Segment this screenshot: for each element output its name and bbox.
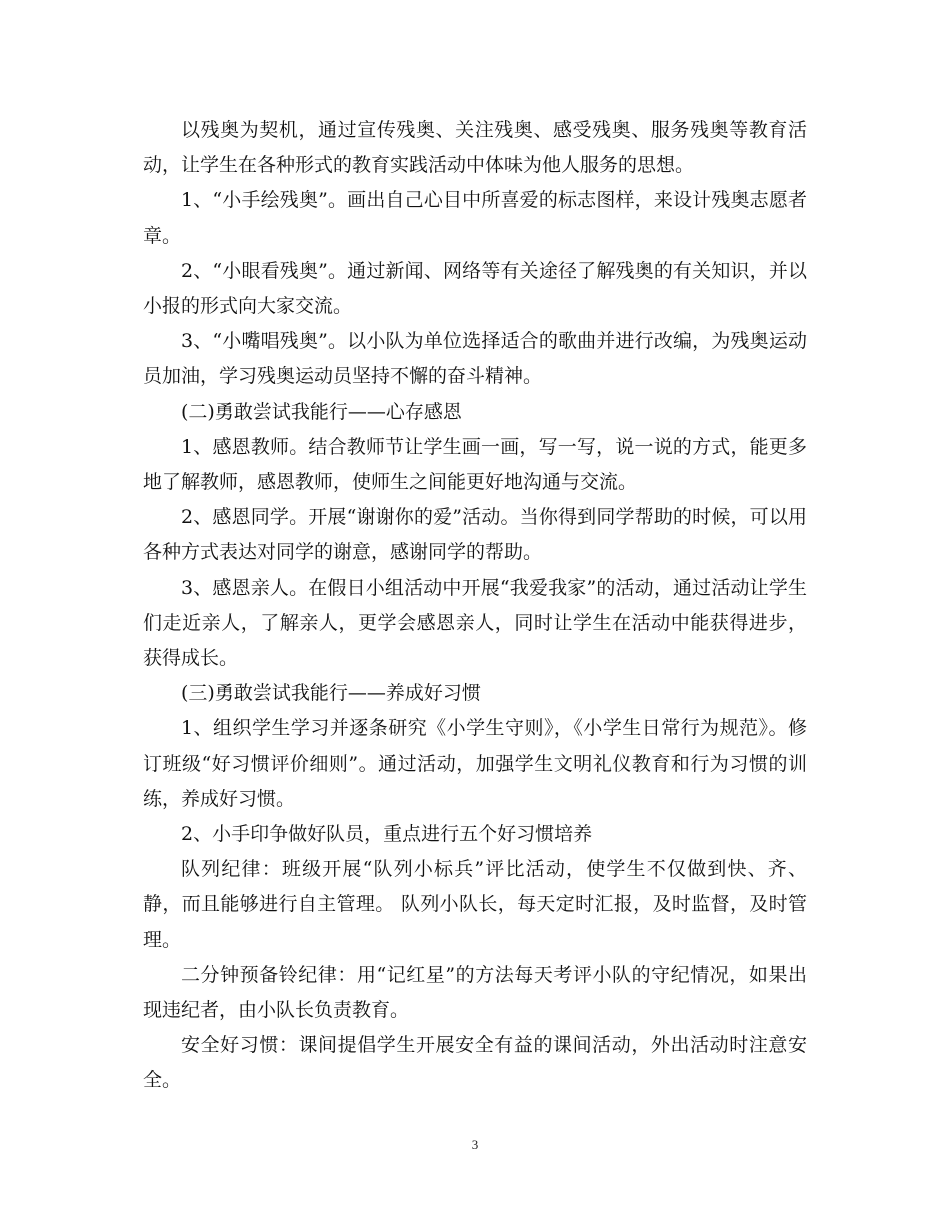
page-number: 3 — [471, 1137, 479, 1152]
paragraph-item: 3、“小嘴唱残奥”。以小队为单位选择适合的歌曲并进行改编，为残奥运动员加油，学习残奥运动员坚持不懈的奋斗精神。 — [143, 330, 807, 388]
paragraph-item: 安全好习惯：课间提倡学生开展安全有益的课间活动，外出活动时注意安全。 — [143, 1034, 807, 1092]
paragraph-item: 3、感恩亲人。在假日小组活动中开展“我爱我家”的活动，通过活动让学生们走近亲人，了解亲人，更学会感恩亲人，同时让学生在活动中能获得进步，获得成长。 — [143, 576, 807, 670]
paragraph-item: 1、感恩教师。结合教师节让学生画一画，写一写，说一说的方式，能更多地了解教师，感恩教师，使师生之间能更好地沟通与交流。 — [143, 435, 807, 494]
paragraph-item: 1、“小手绘残奥”。画出自己心目中所喜爱的标志图样，来设计残奥志愿者章。 — [143, 189, 807, 247]
paragraph-item: 队列纪律：班级开展“队列小标兵”评比活动，使学生不仅做到快、齐、静，而且能够进行自主管理。 队列小队长，每天定时汇报，及时监督，及时管理。 — [143, 858, 807, 951]
paragraph-item: 1、组织学生学习并逐条研究《小学生守则》，《小学生日常行为规范》。修订班级“好习惯评价细则”。通过活动，加强学生文明礼仪教育和行为习惯的训练，养成好习惯。 — [143, 717, 807, 810]
section-heading: (二)勇敢尝试我能行——心存感恩 — [181, 400, 462, 423]
paragraph-item: 2、小手印争做好队员，重点进行五个好习惯培养 — [181, 823, 593, 846]
paragraph-item: 2、感恩同学。开展“谢谢你的爱”活动。当你得到同学帮助的时候，可以用各种方式表达对同学的谢意，感谢同学的帮助。 — [143, 506, 807, 564]
document-body — [143, 113, 807, 1099]
paragraph-item: 二分钟预备铃纪律：用“记红星”的方法每天考评小队的守纪情况，如果出现违纪者，由小队长负责教育。 — [143, 963, 807, 1022]
paragraph-item: 2、“小眼看残奥”。通过新闻、网络等有关途径了解残奥的有关知识，并以小报的形式向大家交流。 — [143, 259, 807, 318]
section-heading: (三)勇敢尝试我能行——养成好习惯 — [181, 682, 481, 705]
paragraph-intro: 以残奥为契机，通过宣传残奥、关注残奥、感受残奥、服务残奥等教育活动，让学生在各种形式的教育实践活动中体味为他人服务的思想。 — [143, 119, 807, 177]
